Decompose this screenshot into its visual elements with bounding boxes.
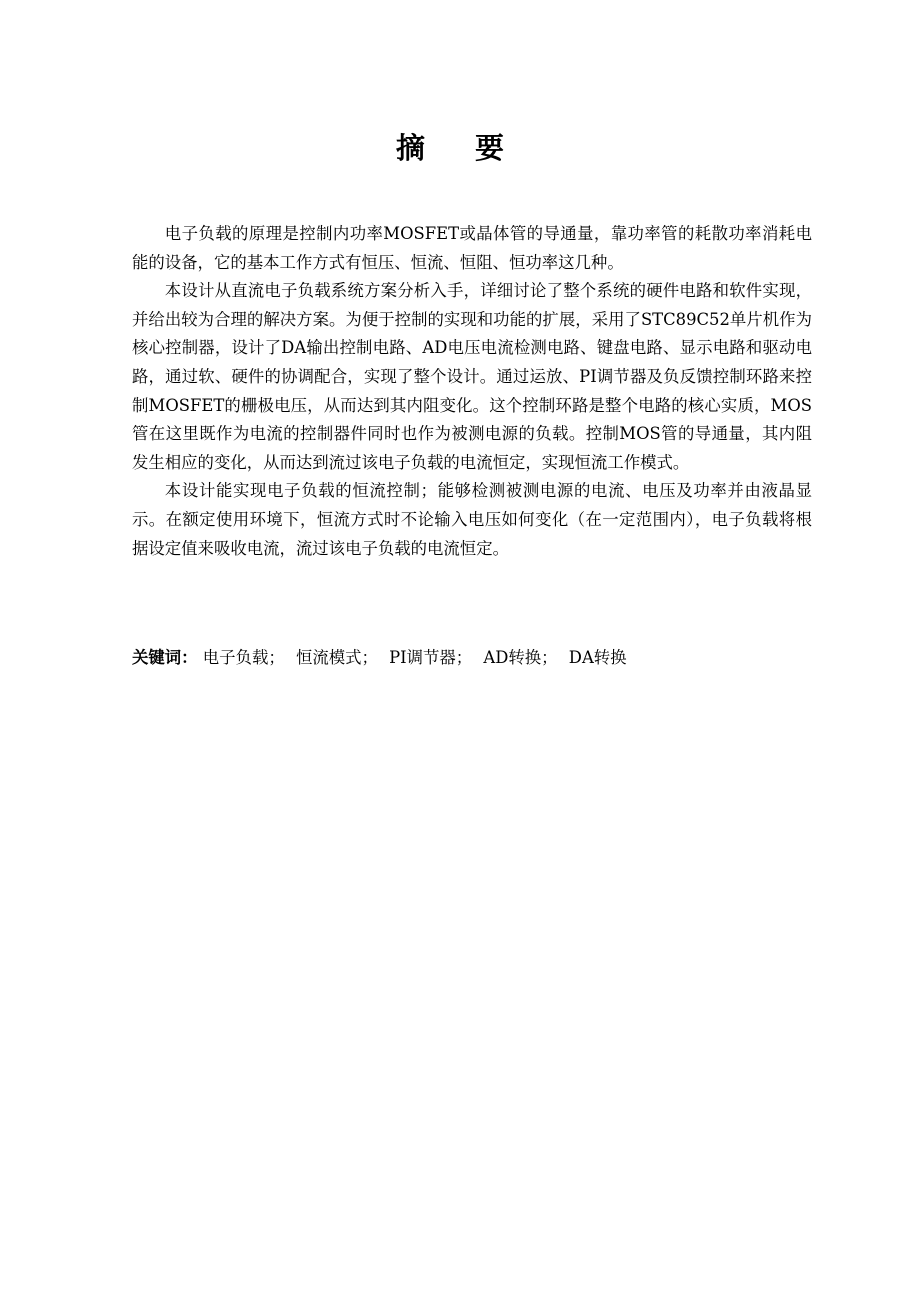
keywords-line [132, 644, 812, 672]
keyword-item: 恒流模式； [295, 648, 378, 667]
keywords-label: 关键词： [132, 648, 198, 667]
abstract-paragraph-2: 本设计从直流电子负载系统方案分析入手，详细讨论了整个系统的硬件电路和软件实现，并给出较为合理的解决方案。为便于控制的实现和功能的扩展，采用了STC89C52单片机作为核心控制器，设计了DA输出控制电路、AD电压电流检测电路、键盘电路、显示电路和驱动电路，通过软、硬件的协调配合，实现了整个设计。通过运放、PI调节器及负反馈控制环路来控制MOSFET的栅极电压，从而达到其内阻变化。这个控制环路是整个电路的核心实质，MOS管在这里既作为电流的控制器件同时也作为被测电源的负载。控制MOS管的导通量，其内阻发生相应的变化，从而达到流过该电子负载的电流恒定，实现恒流工作模式。 [132, 281, 812, 472]
page-title: 摘 要 [395, 131, 525, 165]
keyword-item: AD转换； [483, 648, 558, 667]
keyword-item: 电子负载； [202, 648, 285, 667]
abstract-paragraph-3: 本设计能实现电子负载的恒流控制；能够检测被测电源的电流、电压及功率并由液晶显示。在额定使用环境下，恒流方式时不论输入电压如何变化（在一定范围内），电子负载将根据设定值来吸收电流，流过该电子负载的电流恒定。 [132, 481, 812, 558]
abstract-body [132, 220, 812, 563]
abstract-paragraph-1: 电子负载的原理是控制内功率MOSFET或晶体管的导通量，靠功率管的耗散功率消耗电能的设备，它的基本工作方式有恒压、恒流、恒阻、恒功率这几种。 [132, 224, 812, 272]
keyword-item: PI调节器； [389, 648, 473, 667]
keyword-item: DA转换 [568, 648, 627, 667]
